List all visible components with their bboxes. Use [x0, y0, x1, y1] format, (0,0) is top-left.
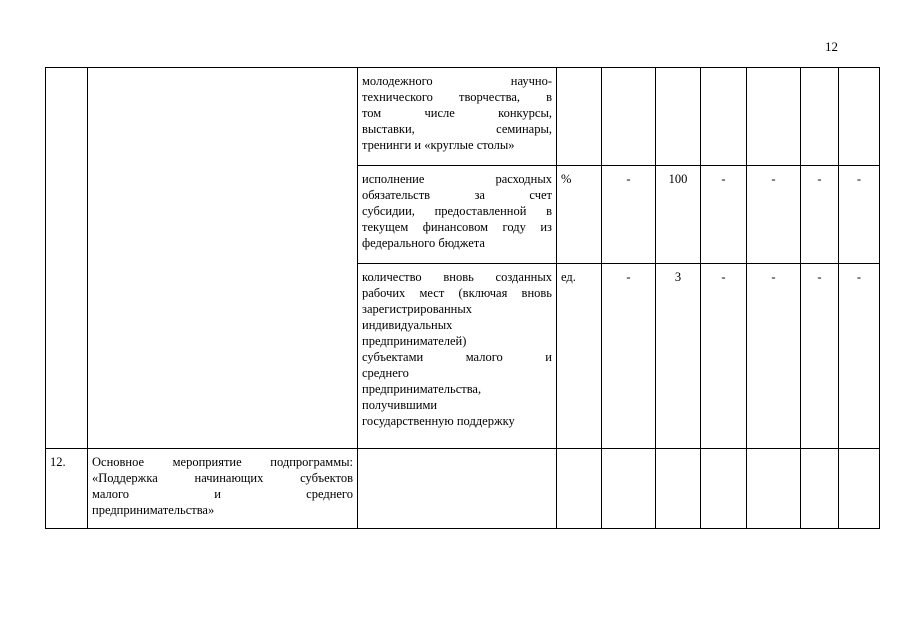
measure-title-line: «Поддержка начинающих субъектов	[92, 471, 353, 485]
table-row	[46, 449, 880, 529]
indicator-cell	[358, 68, 557, 166]
value-cell	[747, 449, 801, 529]
indicator-line: федерального бюджета	[362, 236, 485, 250]
indicator-line: среднего	[362, 366, 409, 380]
row-number-cell	[46, 68, 88, 449]
value-cell: -	[747, 264, 801, 449]
table-row	[46, 68, 880, 166]
value-cell	[656, 449, 701, 529]
value-cell	[747, 68, 801, 166]
indicator-line: государственную поддержку	[362, 414, 515, 428]
indicator-line: субсидии, предоставленной в	[362, 204, 552, 218]
indicator-line: зарегистрированных	[362, 302, 473, 316]
value-cell	[839, 449, 880, 529]
indicator-line: индивидуальных	[362, 318, 453, 332]
unit-cell: %	[557, 166, 602, 264]
measure-title-line: предпринимательства»	[92, 503, 215, 517]
indicator-line: обязательств за счет	[362, 188, 552, 202]
indicator-line: выставки, семинары,	[362, 122, 552, 136]
indicator-line: молодежного научно-	[362, 74, 552, 88]
value-cell	[701, 68, 747, 166]
indicator-line: количество вновь созданных	[362, 270, 552, 284]
page-number: 12	[825, 39, 838, 54]
indicator-line: исполнение расходных	[362, 172, 552, 186]
value-cell	[602, 449, 656, 529]
value-cell	[801, 449, 839, 529]
unit-cell	[557, 68, 602, 166]
measure-title-line: Основное мероприятие подпрограммы:	[92, 455, 353, 469]
indicator-line: технического творчества, в	[362, 90, 552, 104]
value-cell: -	[801, 166, 839, 264]
value-cell: -	[839, 264, 880, 449]
value-cell	[656, 68, 701, 166]
indicator-line: тренинги и «круглые столы»	[362, 138, 515, 152]
indicator-line: рабочих мест (включая вновь	[362, 286, 552, 300]
row-number-cell: 12.	[46, 449, 88, 529]
unit-cell	[557, 449, 602, 529]
value-cell	[602, 68, 656, 166]
indicator-cell	[358, 449, 557, 529]
value-cell	[801, 68, 839, 166]
value-cell: -	[747, 166, 801, 264]
indicator-cell	[358, 166, 557, 264]
value-cell: -	[701, 264, 747, 449]
indicator-line: предпринимателей)	[362, 334, 467, 348]
value-cell	[701, 449, 747, 529]
value-cell	[839, 68, 880, 166]
indicator-line: том числе конкурсы,	[362, 106, 552, 120]
indicator-line: предпринимательства,	[362, 382, 482, 396]
value-cell: -	[801, 264, 839, 449]
unit-cell: ед.	[557, 264, 602, 449]
value-cell: -	[602, 264, 656, 449]
measure-title-line: малого и среднего	[92, 487, 353, 501]
indicators-table	[45, 67, 880, 529]
value-cell: -	[602, 166, 656, 264]
value-cell: -	[839, 166, 880, 264]
measure-title-cell	[88, 449, 358, 529]
value-cell: 100	[656, 166, 701, 264]
measure-title-cell	[88, 68, 358, 449]
indicator-cell	[358, 264, 557, 449]
value-cell: 3	[656, 264, 701, 449]
indicator-line: получившими	[362, 398, 438, 412]
indicator-line: субъектами малого и	[362, 350, 552, 364]
value-cell: -	[701, 166, 747, 264]
indicator-line: текущем финансовом году из	[362, 220, 552, 234]
